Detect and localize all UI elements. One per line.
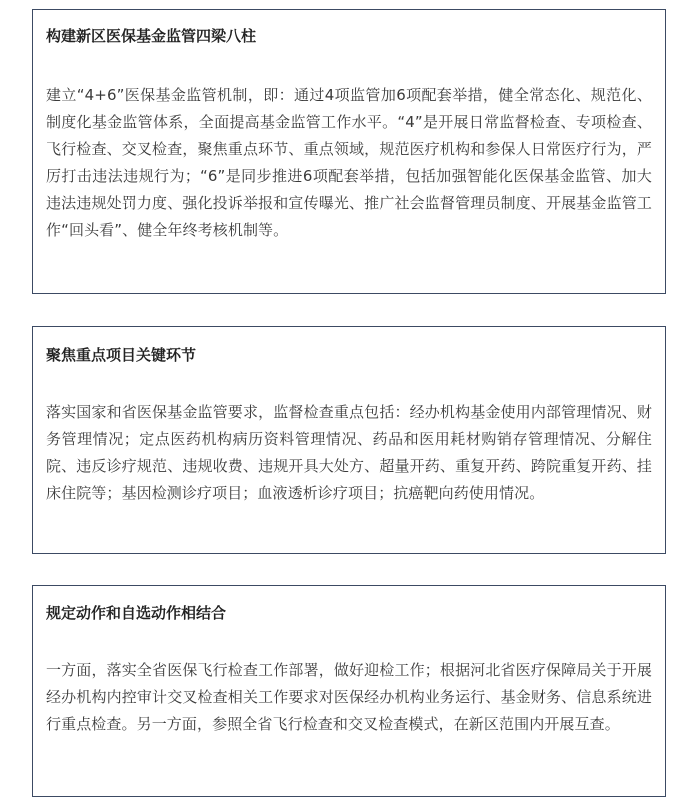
section-box-2 [32, 326, 666, 554]
section-text: 建立“4+6”医保基金监管机制，即：通过4项监管加6项配套举措，健全常态化、规范化、制度化基金监管体系，全面提高基金监管工作水平。“4”是开展日常监督检查、专项检查、飞行检查、交叉检查，聚焦重点环节、重点领域，规范医疗机构和参保人日常医疗行为，严厉打击违法违规行为；“6”是同步推进6项配套举措，包括加强智能化医保基金监管、加大违法违规处罚力度、强化投诉举报和宣传曝光、推广社会监督管理员制度、开展基金监管工作“回头看”、健全年终考核机制等。 [46, 86, 652, 239]
section-text: 一方面，落实全省医保飞行检查工作部署，做好迎检工作；根据河北省医疗保障局关于开展经办机构内控审计交叉检查相关工作要求对医保经办机构业务运行、基金财务、信息系统进行重点检查。另一方面，参照全省飞行检查和交叉检查模式，在新区范围内开展互查。 [46, 661, 652, 733]
section-text: 落实国家和省医保基金监管要求，监督检查重点包括：经办机构基金使用内部管理情况、财务管理情况；定点医药机构病历资料管理情况、药品和医用耗材购销存管理情况、分解住院、违反诊疗规范、违规收费、违规开具大处方、超量开药、重复开药、跨院重复开药、挂床住院等；基因检测诊疗项目；血液透析诊疗项目；抗癌靶向药使用情况。 [46, 403, 652, 502]
section-title: 规定动作和自选动作相结合 [46, 604, 227, 622]
section-title: 聚焦重点项目关键环节 [46, 346, 197, 364]
section-box-1 [32, 9, 666, 294]
section-box-3 [32, 585, 666, 797]
section-title: 构建新区医保基金监管四梁八柱 [46, 27, 257, 45]
